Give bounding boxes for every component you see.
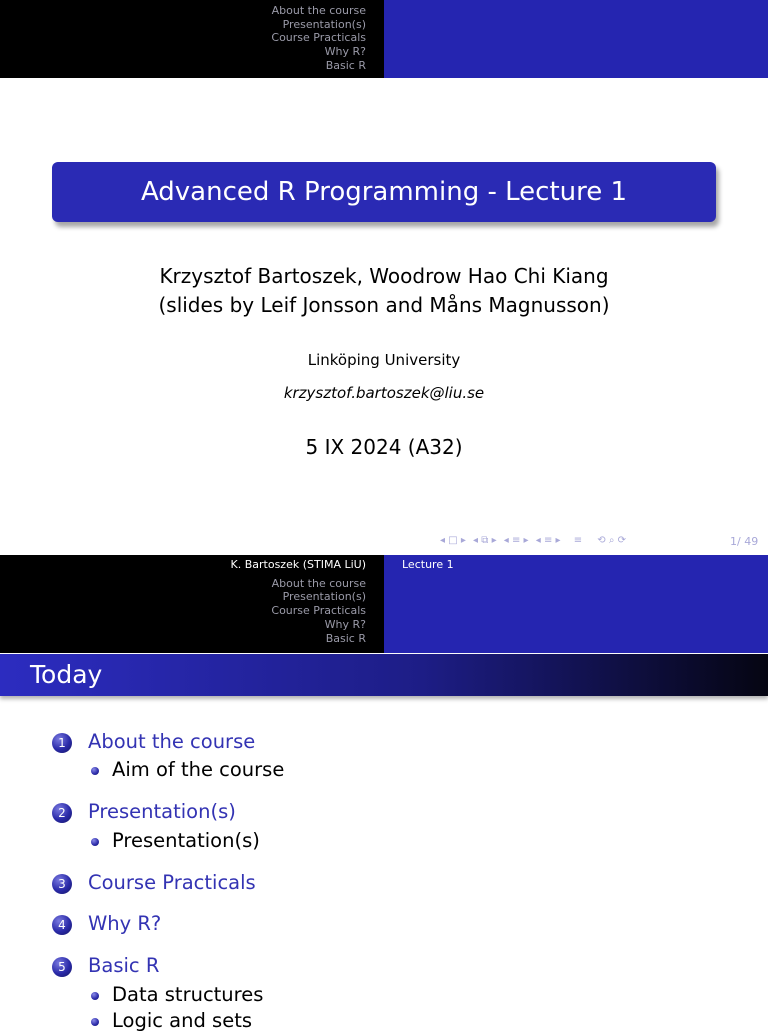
nav-why-r[interactable]: Why R?	[324, 45, 366, 59]
section-label: Presentation(s)	[88, 800, 236, 823]
nav-about-the-course-2[interactable]: About the course	[271, 576, 366, 590]
search-icon[interactable]: ⟲ ⌕ ⟳	[597, 535, 627, 546]
beamer-navigation-symbols	[440, 535, 630, 546]
subsection-nav-icon[interactable]: ◂ ⧉ ▸	[473, 535, 497, 546]
subsection-label: Logic and sets	[112, 1009, 253, 1032]
subsubsection-nav-icon[interactable]: ◂ ≡ ▸	[535, 535, 561, 546]
title-short: Lecture 1	[402, 558, 454, 571]
authors-line-2: (slides by Leif Jonsson and Måns Magnusson)	[158, 293, 610, 317]
frame-title-bar	[0, 654, 768, 696]
slide2-headline-right	[384, 555, 768, 653]
section-label: About the course	[88, 730, 256, 753]
section-label: Course Practicals	[88, 871, 256, 894]
section-number-ball: 2	[52, 803, 72, 823]
email: krzysztof.bartoszek@liu.se	[283, 384, 485, 402]
section-nav-icon[interactable]: ◂ ≡ ▸	[503, 535, 529, 546]
date: 5 IX 2024 (A32)	[305, 435, 463, 459]
nav-presentations[interactable]: Presentation(s)	[282, 17, 366, 31]
slide1-headline-right	[384, 0, 768, 78]
authors-line-1: Krzysztof Bartoszek, Woodrow Hao Chi Kiang	[159, 264, 609, 288]
frame-title: Today	[30, 660, 103, 689]
align-icon[interactable]: ≡	[573, 535, 583, 546]
subsection-label: Data structures	[112, 983, 264, 1006]
institute: Linköping University	[307, 351, 461, 369]
nav-course-practicals[interactable]: Course Practicals	[271, 31, 366, 45]
frame-nav-icon[interactable]: ◂ □ ▸	[440, 535, 466, 546]
nav-course-practicals-2[interactable]: Course Practicals	[271, 604, 366, 618]
section-number-ball: 5	[52, 957, 72, 977]
subsection-label: Aim of the course	[112, 758, 285, 781]
slide1-headline-left	[0, 0, 384, 78]
bullet-icon	[91, 1018, 99, 1026]
nav-why-r-2[interactable]: Why R?	[324, 617, 366, 631]
title-box	[52, 162, 716, 222]
section-number-ball: 4	[52, 915, 72, 935]
bullet-icon	[91, 838, 99, 846]
section-label: Why R?	[88, 912, 162, 935]
slide2-headline-left	[0, 555, 384, 653]
nav-basic-r[interactable]: Basic R	[325, 58, 366, 72]
subsection-label: Presentation(s)	[112, 829, 260, 852]
author-short: K. Bartoszek (STIMA LiU)	[230, 558, 366, 571]
section-number-ball: 3	[52, 874, 72, 894]
bullet-icon	[91, 992, 99, 1000]
nav-basic-r-2[interactable]: Basic R	[325, 631, 366, 645]
nav-presentations-2[interactable]: Presentation(s)	[282, 590, 366, 604]
section-label: Basic R	[88, 954, 160, 977]
presentation-title: Advanced R Programming - Lecture 1	[140, 177, 628, 207]
page-number: 1/ 49	[730, 535, 759, 548]
bullet-icon	[91, 767, 99, 775]
section-number-ball: 1	[52, 733, 72, 753]
nav-about-the-course[interactable]: About the course	[271, 4, 366, 17]
